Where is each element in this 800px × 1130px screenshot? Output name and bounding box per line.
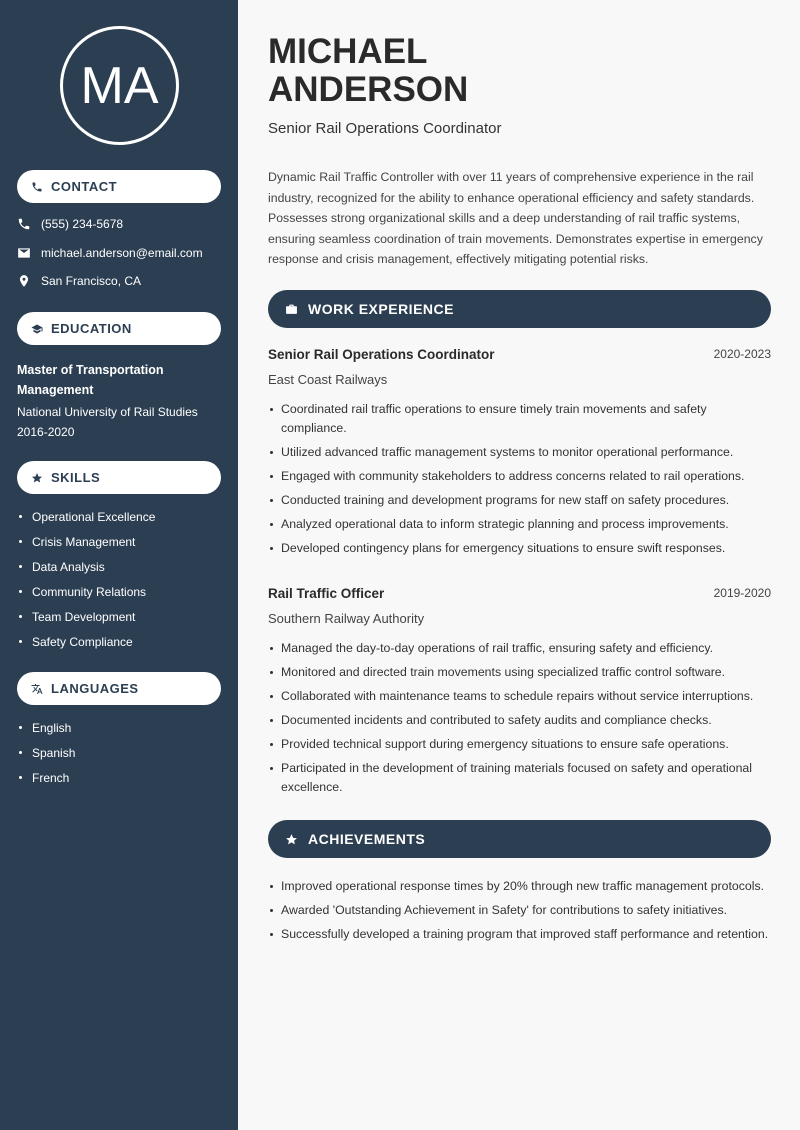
job-title: Senior Rail Operations Coordinator <box>268 120 502 137</box>
skill-item: Safety Compliance <box>17 629 155 654</box>
job-entry <box>268 347 771 563</box>
skills-heading: SKILLS <box>17 461 221 494</box>
bullet-item: Participated in the development of training materials focused on safety and operational excellence. <box>268 759 771 797</box>
job-entry-title: Senior Rail Operations Coordinator <box>268 347 495 362</box>
skill-item: Operational Excellence <box>17 504 155 529</box>
job-bullets <box>268 639 771 797</box>
skill-item: Team Development <box>17 604 155 629</box>
location-pin-icon <box>17 274 31 288</box>
skill-item: Community Relations <box>17 579 155 604</box>
contact-phone: (555) 234-5678 <box>17 217 123 231</box>
translate-icon <box>31 683 43 695</box>
briefcase-icon <box>285 303 298 316</box>
job-entry-title: Rail Traffic Officer <box>268 586 385 601</box>
phone-icon <box>31 181 43 193</box>
star-icon <box>285 833 298 846</box>
languages-heading: LANGUAGES <box>17 672 221 705</box>
languages-list <box>17 715 75 790</box>
summary: Dynamic Rail Traffic Controller with over 11 years of comprehensive experience in the rail industry, recognized for the ability to enhance operational efficiency and safety standards. Possesses strong organizational skills and a deep understanding of rail traffic systems, ensuring seamless coordination of train movements. Demonstrates expertise in emergency response and crisis management, effectively mitigating potential risks. <box>268 170 763 266</box>
email-icon <box>17 246 31 260</box>
work-experience-heading: WORK EXPERIENCE <box>268 290 771 328</box>
achievements-heading: ACHIEVEMENTS <box>268 820 771 858</box>
bullet-item: Analyzed operational data to inform strategic planning and process improvements. <box>268 515 771 534</box>
contact-email: michael.anderson@email.com <box>17 246 203 260</box>
full-name: MICHAEL ANDERSON <box>268 32 469 109</box>
graduation-cap-icon <box>31 323 43 335</box>
job-entry <box>268 586 771 802</box>
contact-heading: CONTACT <box>17 170 221 203</box>
achievements-list <box>268 877 771 949</box>
avatar: MA <box>60 26 179 145</box>
job-entry-company: Southern Railway Authority <box>268 611 425 626</box>
language-item: French <box>17 765 75 790</box>
education-entry: Master of Transportation Management National University of Rail Studies 2016-2020 <box>17 363 198 439</box>
bullet-item: Engaged with community stakeholders to address concerns related to rail operations. <box>268 467 771 486</box>
language-item: Spanish <box>17 740 75 765</box>
phone-icon <box>17 217 31 231</box>
bullet-item: Documented incidents and contributed to safety audits and compliance checks. <box>268 711 771 730</box>
achievement-item: Awarded 'Outstanding Achievement in Safety' for contributions to safety initiatives. <box>268 901 771 920</box>
skill-item: Data Analysis <box>17 554 155 579</box>
bullet-item: Utilized advanced traffic management systems to monitor operational performance. <box>268 443 771 462</box>
star-icon <box>31 472 43 484</box>
job-entry-years: 2019-2020 <box>713 586 771 600</box>
contact-location: San Francisco, CA <box>17 274 141 288</box>
achievement-item: Improved operational response times by 20% through new traffic management protocols. <box>268 877 771 896</box>
education-heading: EDUCATION <box>17 312 221 345</box>
bullet-item: Monitored and directed train movements using specialized traffic control software. <box>268 663 771 682</box>
bullet-item: Coordinated rail traffic operations to ensure timely train movements and safety compliance. <box>268 400 771 438</box>
language-item: English <box>17 715 75 740</box>
bullet-item: Provided technical support during emergency situations to ensure safe operations. <box>268 735 771 754</box>
bullet-item: Collaborated with maintenance teams to schedule repairs without service interruptions. <box>268 687 771 706</box>
sidebar <box>0 0 238 1130</box>
job-entry-years: 2020-2023 <box>713 347 771 361</box>
bullet-item: Developed contingency plans for emergency situations to ensure swift responses. <box>268 539 771 558</box>
bullet-item: Managed the day-to-day operations of rail traffic, ensuring safety and efficiency. <box>268 639 771 658</box>
skills-list <box>17 504 155 654</box>
achievement-item: Successfully developed a training program that improved staff performance and retention. <box>268 925 771 944</box>
bullet-item: Conducted training and development programs for new staff on safety procedures. <box>268 491 771 510</box>
job-bullets <box>268 400 771 558</box>
job-entry-company: East Coast Railways <box>268 372 388 387</box>
skill-item: Crisis Management <box>17 529 155 554</box>
